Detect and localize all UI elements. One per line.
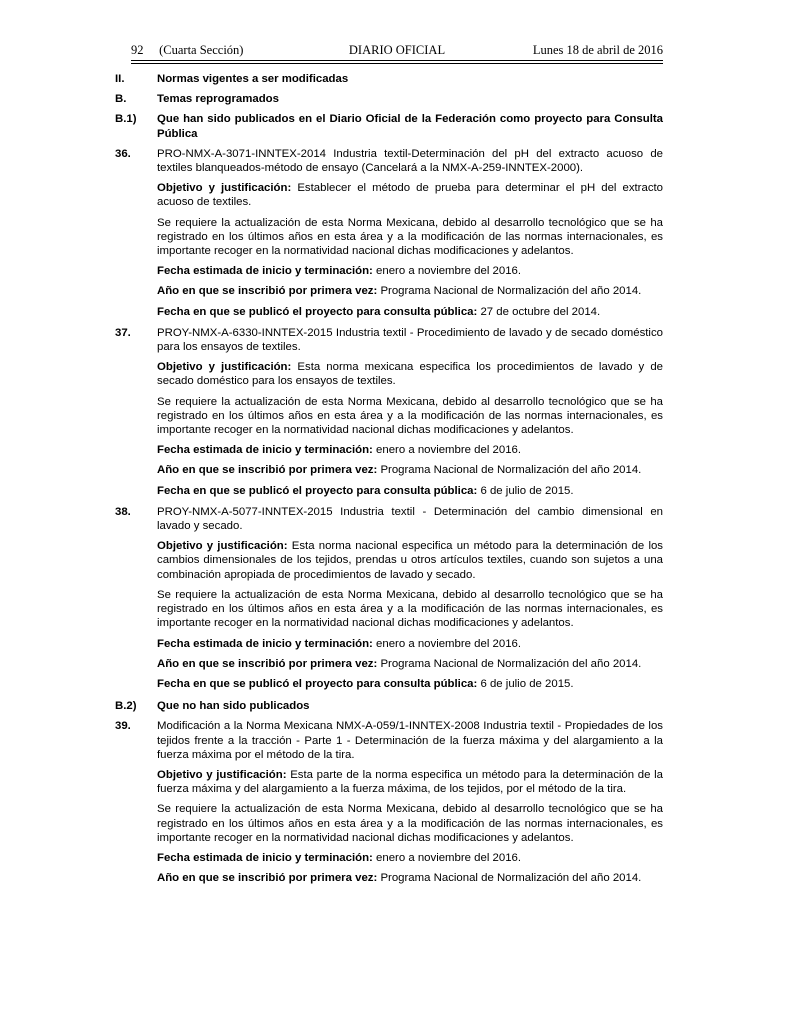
section-title: Que han sido publicados en el Diario Oficial de la Federación como proyecto para Consulta Pública — [157, 113, 663, 140]
header-rule-top — [131, 60, 663, 61]
fecha-publico-paragraph — [131, 484, 663, 498]
item-title: PROY-NMX-A-5077-INNTEX-2015 Industria textil - Determinación del cambio dimensional en lavado y secado. — [157, 505, 663, 533]
fecha-publico-paragraph — [131, 677, 663, 691]
objetivo-label: Objetivo y justificación: — [157, 768, 287, 781]
fecha-publico-value: 6 de julio de 2015. — [480, 677, 574, 690]
objetivo-text: Esta parte de la norma especifica un método para la determinación de la fuerza máxima y del alargamiento a la fuerza máxima, de los tejidos, por el método de la tira. — [157, 768, 663, 796]
requiere-paragraph: Se requiere la actualización de esta Norma Mexicana, debido al desarrollo tecnológico que se ha registrado en los últimos años en esta área y a la modificación de las normas internacionales, es importante recoger en la normatividad nacional dichas modificaciones y adelantos. — [157, 588, 663, 630]
item-number: 36. — [115, 147, 131, 160]
objetivo-paragraph — [131, 360, 663, 388]
objetivo-text: Establecer el método de prueba para determinar el pH del extracto acuoso de textiles. — [157, 182, 664, 209]
ano-inscrito-paragraph — [131, 463, 663, 477]
item-title: Modificación a la Norma Mexicana NMX-A-059/1-INNTEX-2008 Industria textil - Propiedades de los tejidos frente a la tracción - Parte 1 - Determinación de la fuerza máxima y del alargamiento a la fuerza máxima por el método de la tira. — [157, 720, 663, 761]
ano-inscrito-label: Año en que se inscribió por primera vez: — [157, 657, 378, 670]
item-number: 37. — [115, 326, 131, 339]
fecha-estimada-label: Fecha estimada de inicio y terminación: — [157, 851, 373, 864]
ano-inscrito-label: Año en que se inscribió por primera vez: — [157, 464, 378, 477]
section-heading-B2 — [115, 699, 663, 713]
header-date: Lunes 18 de abril de 2016 — [532, 43, 663, 57]
requiere-paragraph: Se requiere la actualización de esta Norma Mexicana, debido al desarrollo tecnológico que se ha registrado en los últimos años en esta área y a la modificación de las normas internacionales, es importante recoger en la normatividad nacional dichas modificaciones y adelantos. — [157, 395, 663, 437]
fecha-estimada-paragraph — [131, 851, 663, 865]
objetivo-text: Esta norma nacional especifica un método para la determinación de los cambios dimensionales de los tejidos, prendas u otros artículos textiles, cuando son sujetos a una combinación apropiada de procedimientos de lavado y secado. — [157, 540, 664, 581]
requiere-paragraph: Se requiere la actualización de esta Norma Mexicana, debido al desarrollo tecnológico que se ha registrado en los últimos años en esta área y a la modificación de las normas internacionales, es importante recoger en la normatividad nacional dichas modificaciones y adelantos. — [157, 803, 663, 844]
page-header — [131, 40, 663, 60]
item-title-row — [115, 505, 663, 533]
item-number: 39. — [115, 720, 131, 733]
norma-item-36 — [115, 147, 664, 319]
fecha-publico-paragraph — [131, 305, 663, 319]
ano-inscrito-paragraph — [131, 871, 663, 885]
objetivo-label: Objetivo y justificación: — [157, 361, 292, 374]
objetivo-label: Objetivo y justificación: — [157, 182, 292, 195]
section-label: II. — [115, 73, 125, 85]
requiere-paragraph: Se requiere la actualización de esta Norma Mexicana, debido al desarrollo tecnológico que se ha registrado en los últimos años en esta área y a la modificación de las normas internacionales, es importante recoger en la normatividad nacional dichas modificaciones y adelantos. — [157, 216, 663, 258]
norma-item-37 — [115, 326, 663, 498]
ano-inscrito-value: Programa Nacional de Normalización del año 2014. — [380, 285, 642, 298]
document-body — [115, 72, 664, 885]
objetivo-label: Objetivo y justificación: — [157, 540, 288, 553]
ano-inscrito-value: Programa Nacional de Normalización del año 2014. — [380, 657, 642, 670]
fecha-publico-label: Fecha en que se publicó el proyecto para consulta pública: — [157, 305, 478, 318]
section-title: Normas vigentes a ser modificadas — [157, 73, 349, 85]
ano-inscrito-paragraph — [131, 657, 663, 671]
section-heading-II — [115, 72, 663, 86]
fecha-publico-label: Fecha en que se publicó el proyecto para consulta pública: — [157, 677, 478, 690]
fecha-publico-value: 27 de octubre del 2014. — [480, 305, 601, 318]
header-rule-bottom — [131, 63, 663, 64]
header-publication: DIARIO OFICIAL — [348, 43, 446, 57]
ano-inscrito-label: Año en que se inscribió por primera vez: — [157, 872, 378, 885]
fecha-estimada-value: enero a noviembre del 2016. — [376, 637, 522, 650]
item-title-row — [115, 326, 663, 354]
item-title-row — [115, 719, 663, 762]
norma-item-39 — [115, 719, 663, 885]
fecha-estimada-value: enero a noviembre del 2016. — [376, 851, 522, 864]
fecha-estimada-value: enero a noviembre del 2016. — [376, 265, 522, 278]
fecha-estimada-label: Fecha estimada de inicio y terminación: — [157, 444, 373, 457]
document-page — [115, 40, 664, 885]
ano-inscrito-label: Año en que se inscribió por primera vez: — [157, 285, 378, 298]
item-number: 38. — [115, 505, 131, 518]
ano-inscrito-value: Programa Nacional de Normalización del año 2014. — [380, 464, 642, 477]
section-heading-B — [115, 92, 663, 106]
item-title: PRO-NMX-A-3071-INNTEX-2014 Industria textil-Determinación del pH del extracto acuoso de textiles blanqueados-método de ensayo (Cancelará a la NMX-A-259-INNTEX-2000). — [157, 147, 663, 175]
header-page-section: 92 (Cuarta Sección) — [131, 43, 244, 57]
item-title: PROY-NMX-A-6330-INNTEX-2015 Industria textil - Procedimiento de lavado y de secado doméstico para los ensayos de textiles. — [157, 326, 663, 354]
fecha-estimada-value: enero a noviembre del 2016. — [376, 444, 522, 457]
objetivo-paragraph — [131, 539, 663, 582]
objetivo-paragraph — [131, 181, 663, 209]
item-title-row — [115, 147, 663, 175]
fecha-publico-label: Fecha en que se publicó el proyecto para consulta pública: — [157, 484, 478, 497]
section-title: Temas reprogramados — [157, 93, 279, 106]
section-label: B. — [115, 93, 127, 106]
fecha-publico-value: 6 de julio de 2015. — [480, 484, 574, 497]
fecha-estimada-label: Fecha estimada de inicio y terminación: — [157, 637, 373, 650]
fecha-estimada-paragraph — [131, 264, 663, 278]
ano-inscrito-value: Programa Nacional de Normalización del año 2014. — [380, 872, 642, 885]
fecha-estimada-label: Fecha estimada de inicio y terminación: — [157, 265, 373, 278]
objetivo-text: Esta norma mexicana especifica los procedimientos de lavado y de secado doméstico para los ensayos de textiles. — [157, 361, 663, 388]
fecha-estimada-paragraph — [131, 443, 663, 457]
objetivo-paragraph — [131, 768, 663, 796]
fecha-estimada-paragraph — [131, 637, 663, 651]
section-label: B.2) — [115, 700, 137, 713]
section-title: Que no han sido publicados — [157, 700, 310, 713]
section-heading-B1 — [115, 112, 663, 140]
section-label: B.1) — [115, 113, 137, 126]
ano-inscrito-paragraph — [131, 284, 663, 298]
norma-item-38 — [115, 505, 664, 691]
